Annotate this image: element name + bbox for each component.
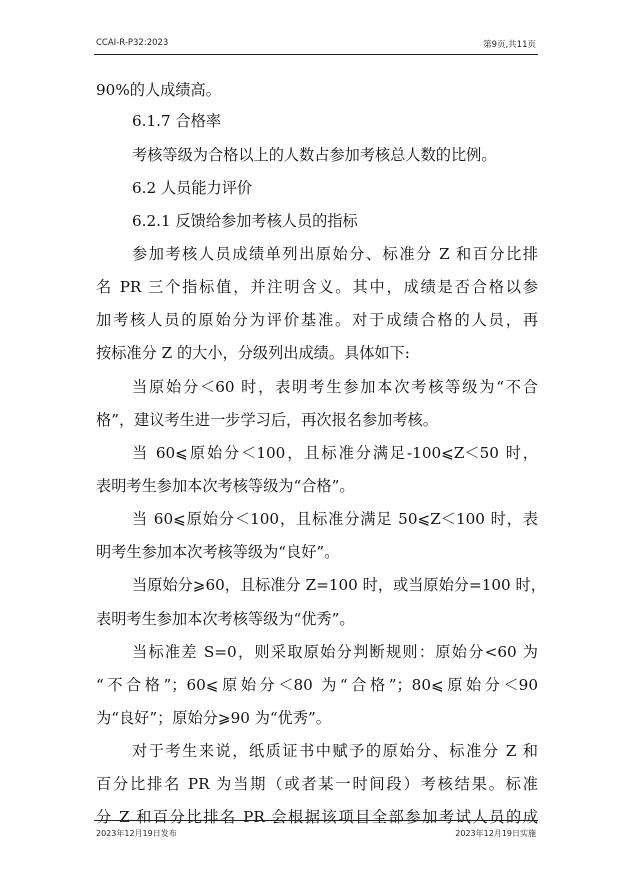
header-page-info: 第9页,共11页: [483, 40, 536, 50]
body-line: 表明考生参加本次考核等级为“合格”。: [96, 477, 355, 495]
body-line: 考核等级为合格以上的人数占参加考核总人数的比例。: [132, 146, 497, 164]
body-line: 表明考生参加本次考核等级为“优秀”。: [96, 610, 355, 628]
body-line: 为“良好”；原始分⩾90 为“优秀”。: [96, 709, 331, 727]
body-line: 当 60⩽原始分＜100，且标准分满足-100⩽Z＜50 时，: [132, 444, 538, 462]
section-heading-6-1-7: 6.1.7 合格率: [132, 112, 222, 130]
body-line: 90%的人成绩高。: [96, 81, 221, 99]
body-line: 加考核人员的原始分为评价基准。对于成绩合格的人员，再: [96, 311, 538, 329]
section-heading-6-2: 6.2 人员能力评价: [132, 179, 253, 197]
body-line: “不合格”；60⩽原始分＜80 为“合格”；80⩽原始分＜90: [96, 676, 538, 694]
body-line: 百分比排名 PR 为当期（或者某一时间段）考核结果。标准: [96, 775, 538, 793]
header-rule: [94, 54, 538, 55]
body-line: 按标准分 Z 的大小，分级列出成绩。具体如下:: [96, 344, 410, 362]
section-heading-6-2-1: 6.2.1 反馈给参加考核人员的指标: [132, 212, 358, 230]
body-line: 对于考生来说，纸质证书中赋予的原始分、标准分 Z 和: [132, 742, 538, 760]
body-line: 当 60⩽原始分＜100，且标准分满足 50⩽Z＜100 时，表: [132, 510, 538, 528]
body-line: 当原始分＜60 时，表明考生参加本次考核等级为“不合: [132, 378, 538, 396]
body-line: 明考生参加本次考核等级为“良好”。: [96, 543, 340, 561]
footer-rule: [94, 820, 538, 821]
body-line: 格”，建议考生进一步学习后，再次报名参加考核。: [96, 411, 438, 429]
body-line: 分 Z 和百分比排名 PR 会根据该项目全部参加考试人员的成: [96, 808, 538, 826]
footer-publish-date: 2023年12月19日发布: [96, 829, 177, 838]
body-line: 名 PR 三个指标值，并注明含义。其中，成绩是否合格以参: [96, 278, 538, 296]
header-doc-code: CCAI-R-P32:2023: [96, 38, 169, 48]
body-line: 当原始分⩾60，且标准分 Z=100 时，或当原始分=100 时，: [132, 576, 546, 594]
body-line: 当标准差 S=0，则采取原始分判断规则：原始分<60 为: [132, 643, 538, 661]
body-line: 参加考核人员成绩单列出原始分、标准分 Z 和百分比排: [132, 245, 538, 263]
footer-implement-date: 2023年12月19日实施: [455, 829, 536, 838]
